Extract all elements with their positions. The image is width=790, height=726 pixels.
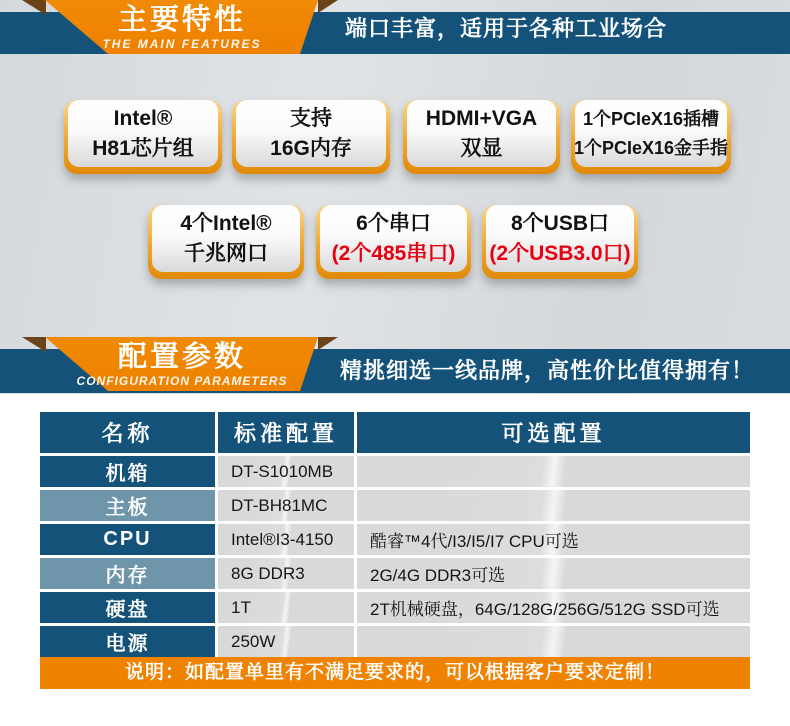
optional-cell-mainboard (357, 490, 750, 521)
features-banner-text: 端口丰富，适用于各种工业场合 (345, 16, 668, 41)
features-title-cn: 主要特性 (117, 4, 246, 36)
config-ribbon (22, 337, 340, 394)
ribbon-fold-left-icon (22, 0, 46, 15)
feature-card-serial (316, 205, 471, 279)
feature-line-highlight: (2个USB3.0口) (489, 241, 631, 265)
config-title-cn: 配置参数 (117, 341, 246, 373)
feature-card-pcie (571, 100, 731, 174)
standard-cell-power: 250W (218, 626, 354, 657)
col-header-standard: 标准配置 (218, 412, 354, 453)
feature-line-highlight: (2个485串口) (331, 241, 456, 265)
col-header-optional: 可选配置 (357, 412, 750, 453)
feature-line: Intel® (113, 106, 173, 130)
optional-cell-cpu: 酷睿™4代/I3/I5/I7 CPU可选 (357, 524, 750, 555)
feature-line: 1个PCIeX16插槽 (582, 108, 720, 129)
feature-card-face (152, 205, 300, 272)
feature-line: 6个串口 (356, 211, 431, 235)
col-header-name: 名称 (40, 412, 215, 453)
row-label-mainboard: 主板 (40, 490, 215, 521)
feature-line: 1个PCIeX16金手指 (573, 137, 729, 158)
standard-cell-chassis: DT-S1010MB (218, 456, 354, 487)
feature-line: 千兆网口 (184, 241, 268, 265)
spec-table (40, 412, 750, 657)
feature-card-chipset (64, 100, 222, 174)
feature-card-face (236, 100, 386, 167)
config-ribbon-text (62, 337, 302, 389)
optional-cell-chassis (357, 456, 750, 487)
ribbon-fold-right-icon (318, 0, 338, 13)
feature-card-face (575, 100, 727, 167)
feature-line: HDMI+VGA (425, 106, 538, 130)
standard-cell-memory: 8G DDR3 (218, 558, 354, 589)
ribbon-fold-right-icon (318, 337, 338, 350)
feature-card-usb (482, 205, 638, 279)
optional-cell-memory: 2G/4G DDR3可选 (357, 558, 750, 589)
features-ribbon (22, 0, 340, 57)
feature-card-display (403, 100, 560, 174)
feature-line: H81芯片组 (92, 136, 194, 160)
row-label-chassis: 机箱 (40, 456, 215, 487)
feature-line: 4个Intel® (180, 211, 272, 235)
feature-line: 双显 (460, 136, 503, 160)
row-label-disk: 硬盘 (40, 592, 215, 623)
feature-card-face (486, 205, 634, 272)
row-label-power: 电源 (40, 626, 215, 657)
row-label-cpu: CPU (40, 524, 215, 555)
row-label-memory: 内存 (40, 558, 215, 589)
feature-line: 支持 (290, 106, 332, 130)
feature-card-lan (148, 205, 304, 279)
feature-card-memory (232, 100, 390, 174)
ribbon-fold-left-icon (22, 337, 46, 352)
optional-cell-power (357, 626, 750, 657)
config-title-en: CONFIGURATION PARAMETERS (76, 374, 288, 388)
standard-cell-disk: 1T (218, 592, 354, 623)
feature-card-face (407, 100, 556, 167)
custom-note-bar: 说明：如配置单里有不满足要求的，可以根据客户要求定制！ (40, 657, 750, 689)
feature-line: 16G内存 (270, 136, 352, 160)
optional-cell-disk: 2T机械硬盘，64G/128G/256G/512G SSD可选 (357, 592, 750, 623)
config-banner-text: 精挑细选一线品牌，高性价比值得拥有！ (340, 358, 755, 383)
standard-cell-mainboard: DT-BH81MC (218, 490, 354, 521)
features-ribbon-text (62, 0, 302, 52)
feature-line: 8个USB口 (510, 211, 610, 235)
features-title-en: THE MAIN FEATURES (102, 37, 262, 51)
standard-cell-cpu: Intel®I3-4150 (218, 524, 354, 555)
feature-card-face (68, 100, 218, 167)
feature-card-face (320, 205, 467, 272)
